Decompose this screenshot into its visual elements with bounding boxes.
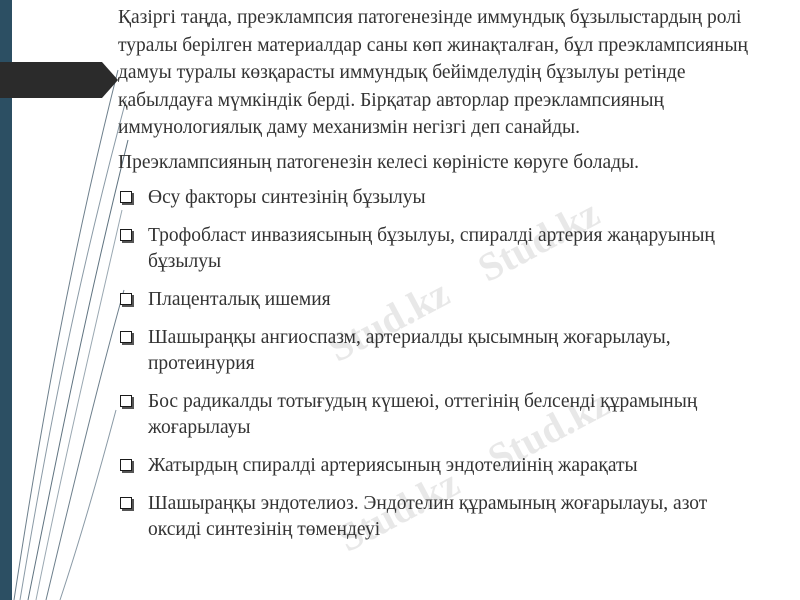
decor-line-1 [14, 70, 118, 600]
arrow-tab-icon [0, 62, 118, 98]
list-item-text: Шашыраңқы ангиоспазм, артериалды қысымның жоғарылауы, протеинурия [148, 326, 671, 374]
intro-paragraph: Қазіргі таңда, преэклампсия патогенезінде иммундық бұзылыстардың ролі туралы берілген материалдар саны көп жинақталған, бұл преэклампсияның дамуы туралы көзқарасты иммундық бейімделудің бұзылуы ретінде қабылдауға мүмкіндік берді. Бірқатар авторлар преэклампсияның иммунологиялық даму механизмін негізгі деп санайды. [118, 7, 748, 139]
list-item [118, 223, 758, 275]
list-item [118, 491, 758, 543]
decor-line-3 [28, 140, 128, 600]
list-item [118, 453, 758, 479]
list-item [118, 389, 758, 441]
watermark: Stud.kz [330, 459, 467, 561]
checkbox-square-icon [120, 191, 132, 203]
list-item-text: Шашыраңқы эндотелиоз. Эндотелин құрамының жоғарылауы, азот оксиді синтезінің төмендеуі [148, 492, 708, 540]
list-item-text: Плаценталық ишемия [148, 288, 331, 310]
checkbox-square-icon [120, 395, 132, 407]
watermark: Stud.kz [320, 269, 457, 371]
bullet-list [118, 185, 758, 543]
list-item-text: Өсу факторы синтезінің бұзылуы [148, 186, 426, 208]
checkbox-square-icon [120, 331, 132, 343]
list-item [118, 185, 758, 211]
list-item [118, 287, 758, 313]
list-item-text: Трофобласт инвазиясының бұзылуы, спиралді артерия жаңаруының бұзылуы [148, 224, 715, 272]
watermark: Stud.kz [470, 189, 607, 291]
decor-line-2 [20, 100, 126, 600]
decor-line-5 [46, 290, 124, 600]
list-item [118, 325, 758, 377]
checkbox-square-icon [120, 459, 132, 471]
list-item-text: Жатырдың спиралді артериясының эндотелиінің жарақаты [148, 454, 638, 476]
lead-paragraph: Преэклампсияның патогенезін келесі көріністе көруге болады. [118, 151, 640, 173]
list-item-text: Бос радикалды тотығудың күшеюі, оттегінің белсенді құрамының жоғарылауы [148, 390, 698, 438]
watermark: Stud.kz [480, 379, 617, 481]
checkbox-square-icon [120, 497, 132, 509]
checkbox-square-icon [120, 229, 132, 241]
checkbox-square-icon [120, 293, 132, 305]
slide-content [118, 4, 758, 555]
